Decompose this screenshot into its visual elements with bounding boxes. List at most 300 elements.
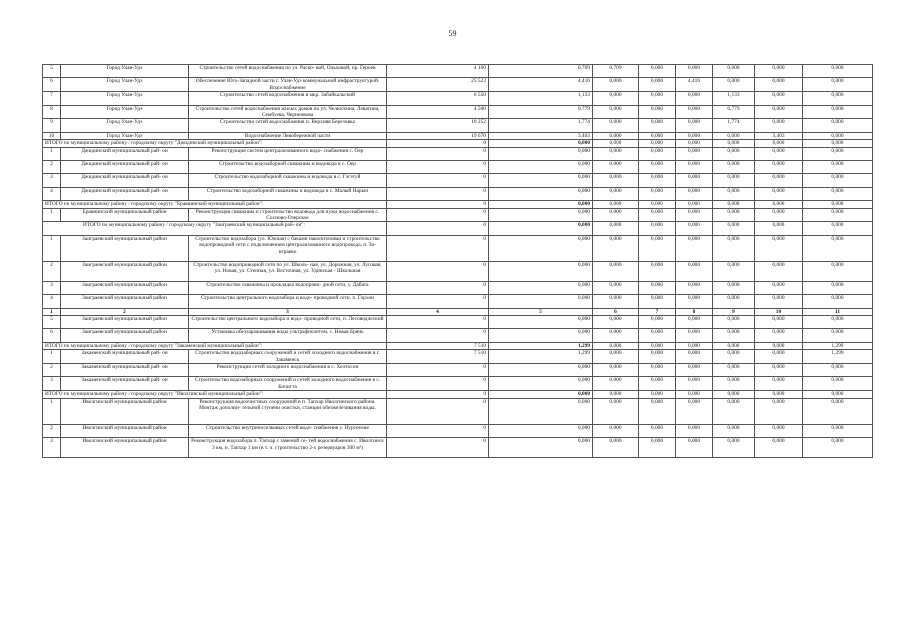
description-cell: Водоснабжение Левобережной части [189, 132, 387, 139]
value-cell-c11: 0,000 [803, 161, 873, 174]
table-row [43, 105, 873, 119]
value-cell-c4: 0 [387, 363, 489, 376]
description-cell: Строительство сетей водоснабжения в мкр. Забайкальский [189, 92, 387, 105]
value-cell-c11: 1,299 [803, 350, 873, 364]
value-cell-c8: 0,000 [676, 187, 713, 200]
row-number: 4 [43, 187, 61, 200]
value-cell-c8: 0,000 [676, 438, 713, 458]
value-cell-c6: 0,000 [593, 438, 639, 458]
district-cell: Джидинский муниципальный рай- он [61, 174, 189, 187]
page-number: 59 [448, 29, 457, 38]
value-cell-c11: 0,000 [803, 187, 873, 200]
value-cell-c11: 0,000 [803, 208, 873, 222]
value-cell-c10: 0,000 [755, 208, 803, 222]
value-cell-c8: 0,000 [676, 363, 713, 376]
value-cell-c4: 0 [387, 315, 489, 328]
value-cell-c6: 0,000 [593, 315, 639, 328]
table-row [43, 261, 873, 281]
value-cell-c7: 0,000 [639, 350, 676, 364]
district-cell: Заиграевский муниципальный район [61, 235, 189, 261]
description-cell: 3 [189, 308, 387, 315]
table-row [43, 235, 873, 261]
total-cell-c9: 0,000 [713, 140, 755, 147]
total-cell-c7: 0,000 [639, 342, 676, 349]
value-cell-c4: 0 [387, 424, 489, 437]
table-row [43, 161, 873, 174]
row-number: 6 [43, 78, 61, 92]
value-cell-c7: 0,000 [639, 132, 676, 139]
total-cell-c9: 0,000 [713, 201, 755, 208]
district-cell: Закаменский муниципальный рай- он [61, 363, 189, 376]
table-row [43, 295, 873, 308]
total-cell-c5: 0,000 [489, 140, 593, 147]
description-cell: Строительство водопроводной сети по ул. Школь- ная, ул. Дорожная, ул. Луговая, ул. Новая, ул. Степная, ул. Восточная, ул. Удинская - Школьная [189, 261, 387, 281]
value-cell-c10: 0,000 [755, 187, 803, 200]
district-cell: Заиграевский муниципальный район [61, 315, 189, 328]
value-cell-c4: 4 [387, 308, 489, 315]
row-number: 9 [43, 119, 61, 132]
total-cell-c7: 0,000 [639, 222, 676, 235]
row-number: 7 [43, 92, 61, 105]
table-row [43, 363, 873, 376]
value-cell-c4: 0 [387, 398, 489, 424]
value-cell-c6: 0,000 [593, 295, 639, 308]
total-cell-c11: 0,000 [803, 391, 873, 398]
total-cell-c5: 0,000 [489, 391, 593, 398]
row-number: 2 [43, 424, 61, 437]
value-cell-c6: 0,000 [593, 132, 639, 139]
value-cell-c6: 0,000 [593, 363, 639, 376]
value-cell-c6: 0,000 [593, 105, 639, 119]
value-cell-c7: 0,000 [639, 329, 676, 342]
value-cell-c6: 0,000 [593, 398, 639, 424]
total-cell-c6: 0,000 [593, 342, 639, 349]
value-cell-c11: 0,000 [803, 363, 873, 376]
value-cell-c11: 0,000 [803, 132, 873, 139]
value-cell-c6: 0,000 [593, 174, 639, 187]
value-cell-c5: 0,000 [489, 363, 593, 376]
value-cell-c7: 0,000 [639, 363, 676, 376]
value-cell-c7: 0,000 [639, 281, 676, 294]
district-cell: Джидинский муниципальный рай- он [61, 147, 189, 160]
value-cell-c9: 9 [713, 308, 755, 315]
description-cell: Строительство скважины и прокладка водопрово- дной сети, у. Дабата [189, 281, 387, 294]
value-cell-c8: 0,000 [676, 174, 713, 187]
total-cell-c7: 0,000 [639, 391, 676, 398]
total-cell-c4: 0 [387, 222, 489, 235]
value-cell-c11: 0,000 [803, 65, 873, 78]
value-cell-c8: 4,416 [676, 78, 713, 92]
table-row [43, 147, 873, 160]
district-cell: Город Улан-Удэ [61, 105, 189, 119]
total-label: ИТОГО по муниципальному району / городскому округу "Джидинский муниципальный район": [43, 140, 387, 147]
value-cell-c8: 0,000 [676, 315, 713, 328]
district-cell: Джидинский муниципальный рай- он [61, 187, 189, 200]
total-cell-c6: 0,000 [593, 222, 639, 235]
value-cell-c8: 0,000 [676, 295, 713, 308]
value-cell-c9: 0,000 [713, 315, 755, 328]
table-row [43, 119, 873, 132]
value-cell-c9: 0,000 [713, 363, 755, 376]
value-cell-c9: 0,000 [713, 261, 755, 281]
row-number: 5 [43, 315, 61, 328]
value-cell-c7: 0,000 [639, 235, 676, 261]
total-cell-c6: 0,000 [593, 201, 639, 208]
value-cell-c8: 0,000 [676, 350, 713, 364]
value-cell-c9: 0,000 [713, 350, 755, 364]
district-cell: Заиграевский муниципальный район [61, 281, 189, 294]
value-cell-c7: 0,000 [639, 438, 676, 458]
row-number: 8 [43, 105, 61, 119]
total-cell-c5: 1,299 [489, 342, 593, 349]
total-cell-c4: 7 510 [387, 342, 489, 349]
total-row [43, 391, 873, 398]
value-cell-c5: 0,000 [489, 295, 593, 308]
value-cell-c5: 0,709 [489, 65, 593, 78]
value-cell-c8: 0,000 [676, 424, 713, 437]
value-cell-c7: 0,000 [639, 261, 676, 281]
value-cell-c10: 0,000 [755, 438, 803, 458]
total-cell-c11: 0,000 [803, 222, 873, 235]
total-cell-c8: 0,000 [676, 140, 713, 147]
value-cell-c9: 0,000 [713, 424, 755, 437]
value-cell-c7: 0,000 [639, 295, 676, 308]
value-cell-c11: 0,000 [803, 105, 873, 119]
value-cell-c6: 0,000 [593, 329, 639, 342]
value-cell-c9: 0,000 [713, 329, 755, 342]
value-cell-c4: 6 550 [387, 92, 489, 105]
description-cell: Строительство внутрипоселковых сетей водо- снабжения у. Нурсеелие [189, 424, 387, 437]
value-cell-c11: 0,000 [803, 119, 873, 132]
value-cell-c5: 0,000 [489, 261, 593, 281]
value-cell-c10: 0,000 [755, 174, 803, 187]
row-number: 1 [43, 208, 61, 222]
value-cell-c4: 10 252 [387, 119, 489, 132]
total-cell-c10: 0,000 [755, 342, 803, 349]
total-cell-c9: 0,000 [713, 222, 755, 235]
value-cell-c10: 0,000 [755, 363, 803, 376]
table-row [43, 78, 873, 92]
value-cell-c9: 0,779 [713, 105, 755, 119]
district-cell: Заиграевский муниципальный район [61, 295, 189, 308]
total-cell-c10: 0,000 [755, 222, 803, 235]
value-cell-c5: 0,000 [489, 161, 593, 174]
description-cell: Строительство центрального водозабора и водо- проводной сети, п. Горхон [189, 295, 387, 308]
row-number: 3 [43, 438, 61, 458]
row-number: 3 [43, 281, 61, 294]
value-cell-c9: 0,000 [713, 147, 755, 160]
row-number: 1 [43, 147, 61, 160]
value-cell-c9: 0,000 [713, 398, 755, 424]
value-cell-c4: 0 [387, 208, 489, 222]
value-cell-c5: 3,403 [489, 132, 593, 139]
total-cell-c5: 0,000 [489, 222, 593, 235]
value-cell-c11: 11 [803, 308, 873, 315]
value-cell-c9: 0,000 [713, 295, 755, 308]
value-cell-c4: 0 [387, 235, 489, 261]
value-cell-c6: 0,709 [593, 65, 639, 78]
row-number: 3 [43, 377, 61, 391]
table-row [43, 329, 873, 342]
value-cell-c4: 0 [387, 377, 489, 391]
description-cell: Строительство центрального водозабора и водо- проводной сети, п. Лесоводческий [189, 315, 387, 328]
value-cell-c10: 10 [755, 308, 803, 315]
value-cell-c9: 1,774 [713, 119, 755, 132]
total-cell-c4: 0 [387, 201, 489, 208]
district-cell: Город Улан-Удэ [61, 65, 189, 78]
column-number-row [43, 308, 873, 315]
value-cell-c9: 1,133 [713, 92, 755, 105]
investment-program-table [42, 64, 873, 458]
description-cell: Обеспечение Юго-Западной части г. Улан-Удэ коммунальной инфраструктурой. Водоснабжение [189, 78, 387, 92]
total-cell-c10: 0,000 [755, 140, 803, 147]
district-cell: Заиграевский муниципальный район [61, 329, 189, 342]
value-cell-c5: 0,000 [489, 329, 593, 342]
total-row [43, 342, 873, 349]
value-cell-c4: 19 670 [387, 132, 489, 139]
value-cell-c11: 0,000 [803, 424, 873, 437]
value-cell-c4: 0 [387, 281, 489, 294]
value-cell-c5: 1,133 [489, 92, 593, 105]
value-cell-c4: 0 [387, 329, 489, 342]
description-cell: Строительство водозаборной скважины и водовода в с. Оер [189, 161, 387, 174]
value-cell-c6: 0,000 [593, 261, 639, 281]
value-cell-c4: 0 [387, 161, 489, 174]
value-cell-c4: 0 [387, 438, 489, 458]
value-cell-c6: 0,000 [593, 235, 639, 261]
value-cell-c10: 0,000 [755, 161, 803, 174]
value-cell-c10: 0,000 [755, 105, 803, 119]
row-number: 1 [43, 235, 61, 261]
total-cell-c11: 1,299 [803, 342, 873, 349]
table-row [43, 65, 873, 78]
row-number: 2 [43, 161, 61, 174]
value-cell-c6: 0,000 [593, 161, 639, 174]
value-cell-c9: 0,000 [713, 65, 755, 78]
value-cell-c11: 0,000 [803, 377, 873, 391]
value-cell-c10: 0,000 [755, 377, 803, 391]
description-cell: Строительство сетей водоснабжения п. Верхняя Березовка [189, 119, 387, 132]
value-cell-c5: 5 [489, 308, 593, 315]
table-row [43, 350, 873, 364]
value-cell-c10: 0,000 [755, 147, 803, 160]
district-cell: Город Улан-Удэ [61, 132, 189, 139]
total-cell-c8: 0,000 [676, 222, 713, 235]
description-cell: Строительство водозабора (ул. Южная) с баками накопителями и строительство водопроводной сети с подключением централизованного водопровода, п. За- играево [189, 235, 387, 261]
value-cell-c9: 0,000 [713, 187, 755, 200]
table-row [43, 438, 873, 458]
value-cell-c7: 0,000 [639, 377, 676, 391]
total-cell-c11: 0,000 [803, 140, 873, 147]
value-cell-c4: 0 [387, 174, 489, 187]
row-number: 5 [43, 65, 61, 78]
value-cell-c6: 0,000 [593, 377, 639, 391]
total-cell-c4: 0 [387, 140, 489, 147]
value-cell-c6: 0,000 [593, 78, 639, 92]
value-cell-c7: 0,000 [639, 187, 676, 200]
value-cell-c4: 0 [387, 295, 489, 308]
table-row [43, 398, 873, 424]
total-cell-c6: 0,000 [593, 140, 639, 147]
value-cell-c11: 0,000 [803, 147, 873, 160]
total-cell-c9: 0,000 [713, 342, 755, 349]
value-cell-c9: 0,000 [713, 208, 755, 222]
value-cell-c9: 0,000 [713, 377, 755, 391]
value-cell-c10: 0,000 [755, 329, 803, 342]
value-cell-c4: 0 [387, 187, 489, 200]
value-cell-c10: 0,000 [755, 295, 803, 308]
total-cell-c6: 0,000 [593, 391, 639, 398]
value-cell-c11: 0,000 [803, 315, 873, 328]
value-cell-c4: 0 [387, 147, 489, 160]
value-cell-c8: 0,000 [676, 161, 713, 174]
value-cell-c5: 0,000 [489, 208, 593, 222]
total-cell-c5: 0,000 [489, 201, 593, 208]
value-cell-c8: 0,000 [676, 119, 713, 132]
value-cell-c8: 0,000 [676, 261, 713, 281]
description-cell: Реконструкция водоочистных сооружений в п. Тапхар Иволгинского района. Монтаж дополни- тельной ступени очистки, станции обезжелезивания воды. [189, 398, 387, 424]
value-cell-c6: 0,000 [593, 281, 639, 294]
value-cell-c6: 0,000 [593, 424, 639, 437]
description-cell: Строительство водозаборной скважины и водовода в с. Малый Нарын [189, 187, 387, 200]
table-row [43, 377, 873, 391]
value-cell-c10: 0,000 [755, 350, 803, 364]
value-cell-c9: 0,000 [713, 235, 755, 261]
district-cell: Джидинский муниципальный рай- он [61, 161, 189, 174]
district-cell: Закаменский муниципальный рай- он [61, 377, 189, 391]
value-cell-c4: 4 100 [387, 65, 489, 78]
value-cell-c7: 0,000 [639, 161, 676, 174]
table-row [43, 187, 873, 200]
value-cell-c5: 4,416 [489, 78, 593, 92]
district-cell: Иволгинский муниципальный район [61, 438, 189, 458]
row-number: 6 [43, 329, 61, 342]
district-cell: Город Улан-Удэ [61, 78, 189, 92]
value-cell-c6: 0,000 [593, 350, 639, 364]
value-cell-c4: 7 510 [387, 350, 489, 364]
value-cell-c5: 1,774 [489, 119, 593, 132]
value-cell-c7: 0,000 [639, 119, 676, 132]
value-cell-c10: 0,000 [755, 315, 803, 328]
row-number: 1 [43, 398, 61, 424]
table-row [43, 92, 873, 105]
description-cell: Реконструкция водозабора п. Тапхар с заменой се- тей водоснабжения с. Иволгинск 3 км, п. Тапхар 1 км (в т. ч. строительство 2-х резервуаров 300 м³) [189, 438, 387, 458]
value-cell-c9: 0,000 [713, 132, 755, 139]
value-cell-c11: 0,000 [803, 398, 873, 424]
value-cell-c7: 0,000 [639, 92, 676, 105]
district-cell: 2 [61, 308, 189, 315]
value-cell-c10: 0,000 [755, 261, 803, 281]
value-cell-c9: 0,000 [713, 438, 755, 458]
row-number: 2 [43, 363, 61, 376]
value-cell-c10: 0,000 [755, 235, 803, 261]
value-cell-c9: 0,000 [713, 161, 755, 174]
value-cell-c11: 0,000 [803, 235, 873, 261]
district-cell: Город Улан-Удэ [61, 119, 189, 132]
value-cell-c11: 0,000 [803, 295, 873, 308]
value-cell-c11: 0,000 [803, 281, 873, 294]
value-cell-c7: 0,000 [639, 208, 676, 222]
value-cell-c10: 0,000 [755, 78, 803, 92]
value-cell-c9: 0,000 [713, 78, 755, 92]
row-number: 2 [43, 261, 61, 281]
district-cell: Город Улан-Удэ [61, 92, 189, 105]
total-cell-c10: 0,000 [755, 391, 803, 398]
table-row [43, 281, 873, 294]
value-cell-c6: 0,000 [593, 147, 639, 160]
row-number: 3 [43, 174, 61, 187]
description-cell: Строительство водозаборных сооружений и сетей холодного водоснабжения в г. Закаменск [189, 350, 387, 364]
value-cell-c5: 1,299 [489, 350, 593, 364]
value-cell-c8: 0,000 [676, 92, 713, 105]
total-cell-c8: 0,000 [676, 201, 713, 208]
description-cell: Строительство водозаборных сооружений и сетей холодного водоснабжения в с. Бичигта [189, 377, 387, 391]
value-cell-c8: 0,000 [676, 132, 713, 139]
table-row [43, 208, 873, 222]
value-cell-c11: 0,000 [803, 438, 873, 458]
total-cell-c9: 0,000 [713, 391, 755, 398]
value-cell-c11: 0,000 [803, 329, 873, 342]
district-cell: Иволгинский муниципальный район [61, 398, 189, 424]
value-cell-c4: 4 500 [387, 105, 489, 119]
description-cell: Установка обеззараживания воды ультрафиолетом, с. Новая Брянь [189, 329, 387, 342]
value-cell-c7: 0,000 [639, 424, 676, 437]
total-label: ИТОГО по муниципальному району / городскому округу "Иволгинский муниципальный район": [43, 391, 387, 398]
value-cell-c5: 0,000 [489, 281, 593, 294]
district-cell: Заиграевский муниципальный район [61, 261, 189, 281]
value-cell-c8: 0,000 [676, 65, 713, 78]
value-cell-c10: 3,403 [755, 132, 803, 139]
value-cell-c5: 0,000 [489, 147, 593, 160]
total-cell-c8: 0,000 [676, 342, 713, 349]
row-number: 1 [43, 308, 61, 315]
value-cell-c8: 0,000 [676, 281, 713, 294]
value-cell-c5: 0,000 [489, 398, 593, 424]
row-number: 1 [43, 350, 61, 364]
value-cell-c5: 0,000 [489, 187, 593, 200]
description-cell: Строительство сетей водоснабжения по ул. Раско- вой, Ольховой, пр. Героев [189, 65, 387, 78]
total-cell-c8: 0,000 [676, 391, 713, 398]
value-cell-c6: 0,000 [593, 208, 639, 222]
value-cell-c5: 0,000 [489, 174, 593, 187]
value-cell-c8: 0,000 [676, 329, 713, 342]
total-label: ИТОГО по муниципальному району / городскому округу "Еравнинский муниципальный район": [43, 201, 387, 208]
total-row [43, 222, 873, 235]
value-cell-c11: 0,000 [803, 261, 873, 281]
description-cell: Строительство сетей водоснабжения жилых домов по ул. Челюскина, Леватина, Сембуева, Черненкова [189, 105, 387, 119]
value-cell-c5: 0,000 [489, 438, 593, 458]
total-label: ИТОГО по муниципальному району / городскому округу "Заиграевский муниципальный рай- он": [43, 222, 387, 235]
total-cell-c10: 0,000 [755, 201, 803, 208]
value-cell-c5: 0,779 [489, 105, 593, 119]
value-cell-c11: 0,000 [803, 78, 873, 92]
district-cell: Закаменский муниципальный рай- он [61, 350, 189, 364]
value-cell-c5: 0,000 [489, 424, 593, 437]
value-cell-c8: 0,000 [676, 147, 713, 160]
total-row [43, 140, 873, 147]
total-row [43, 201, 873, 208]
value-cell-c7: 0,000 [639, 147, 676, 160]
value-cell-c8: 0,000 [676, 105, 713, 119]
value-cell-c7: 0,000 [639, 315, 676, 328]
district-cell: Иволгинский муниципальный район [61, 424, 189, 437]
value-cell-c6: 0,000 [593, 119, 639, 132]
value-cell-c7: 0,000 [639, 105, 676, 119]
description-cell: Реконструкция систем централизованного водо- снабжения с. Оер [189, 147, 387, 160]
value-cell-c8: 0,000 [676, 208, 713, 222]
total-cell-c7: 0,000 [639, 140, 676, 147]
value-cell-c10: 0,000 [755, 281, 803, 294]
